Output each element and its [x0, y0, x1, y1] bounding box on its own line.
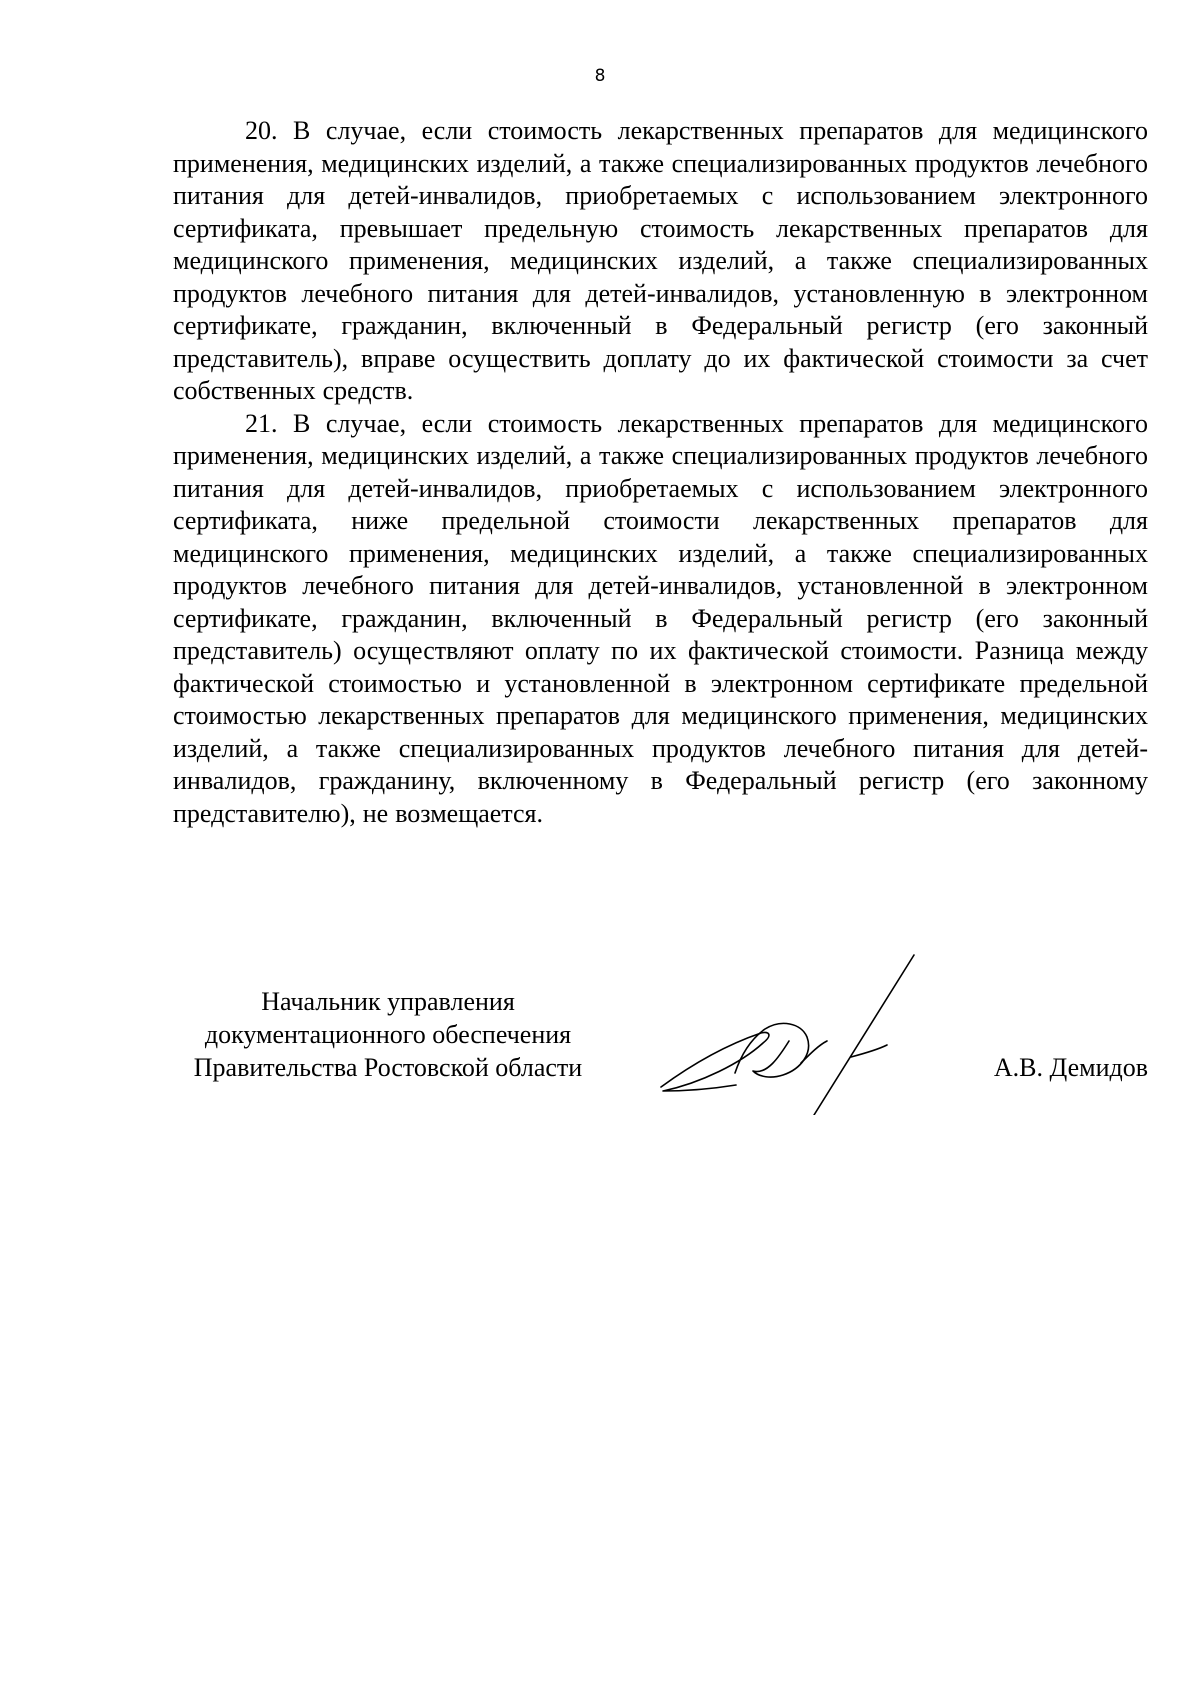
- signer-position-line: Начальник управления: [261, 987, 515, 1016]
- signer-position-line: Правительства Ростовской области: [193, 1053, 583, 1082]
- paragraph-20: 20. В случае, если стоимость лекарственных препаратов для медицинского применения, медицинских изделий, а также специализированных продуктов лечебного питания для детей-инвалидов, приобретаемых с использованием электронного сертификата, превышает предельную стоимость лекарственных препаратов для медицинского применения, медицинских изделий, а также специализированных продуктов лечебного питания для детей-инвалидов, установленную в электронном сертификате, гражданин, включенный в Федеральный регистр (его законный представитель), вправе осуществить доплату до их фактической стоимости за счет собственных средств.: [173, 116, 1148, 405]
- signer-position-line: документационного обеспечения: [204, 1020, 572, 1049]
- document-body: [173, 115, 1148, 830]
- page-number: 8: [594, 66, 606, 86]
- signer-position: [173, 985, 603, 1084]
- signature-block: [173, 985, 1148, 1155]
- handwritten-signature: [651, 945, 951, 1115]
- paragraph-21: 21. В случае, если стоимость лекарственных препаратов для медицинского применения, медицинских изделий, а также специализированных продуктов лечебного питания для детей-инвалидов, приобретаемых с использованием электронного сертификата, ниже предельной стоимости лекарственных препаратов для медицинского применения, медицинских изделий, а также специализированных продуктов лечебного питания для детей-инвалидов, установленной в электронном сертификате, гражданин, включенный в Федеральный регистр (его законный представитель) осуществляют оплату по их фактической стоимости. Разница между фактической стоимостью и установленной в электронном сертификате предельной стоимостью лекарственных препаратов для медицинского применения, медицинских изделий, а также специализированных продуктов лечебного питания для детей-инвалидов, гражданину, включенному в Федеральный регистр (его законному представителю), не возмещается.: [173, 408, 1148, 828]
- signer-name: А.В. Демидов: [993, 1053, 1148, 1082]
